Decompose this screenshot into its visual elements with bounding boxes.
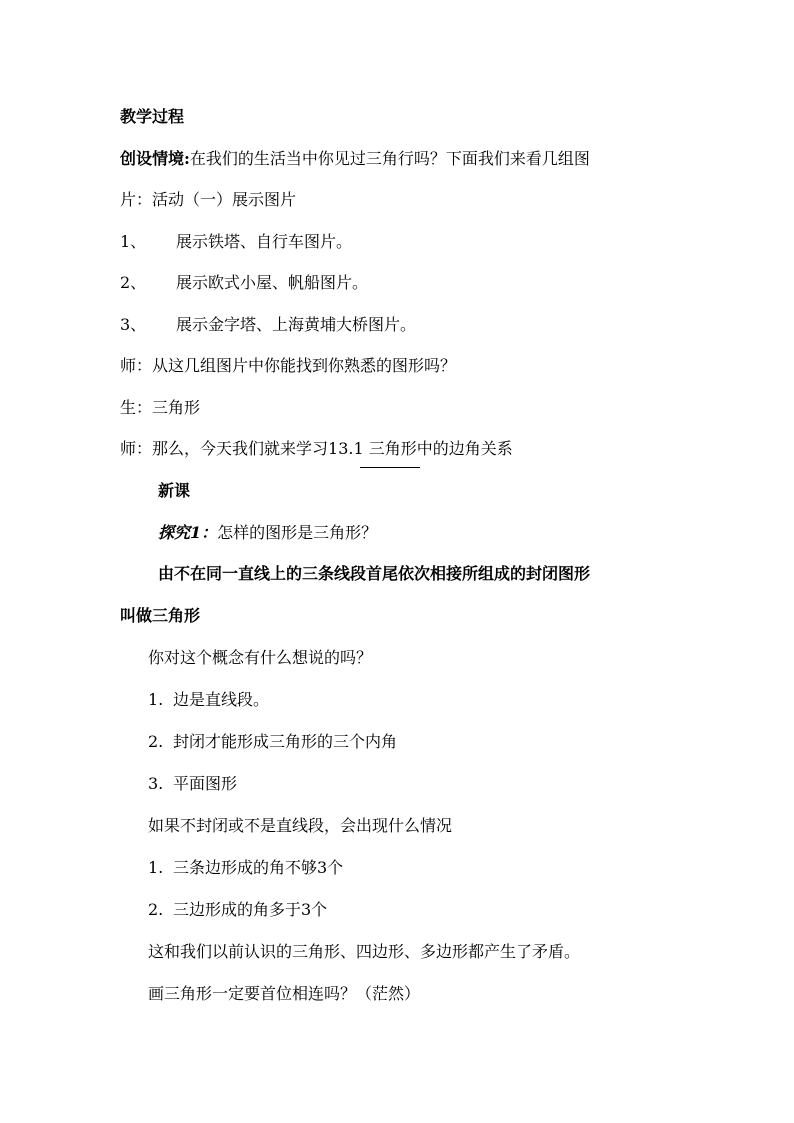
picture-text: 展示铁塔、自行车图片。 xyxy=(176,232,353,251)
underline-rule xyxy=(360,467,420,468)
point-text: 边是直线段。 xyxy=(173,690,270,709)
definition-line-1: 由不在同一直线上的三条线段首尾依次相接所组成的封闭图形 xyxy=(158,564,591,583)
case-num: 1. xyxy=(148,858,164,877)
definition-line-2: 叫做三角形 xyxy=(120,606,201,625)
picture-text: 展示欧式小屋、帆船图片。 xyxy=(176,273,369,292)
scenario-line-2: 片：活动（一）展示图片 xyxy=(120,190,297,209)
case-text: 三条边形成的角不够3个 xyxy=(173,858,344,877)
dialog-teacher-question: 师：从这几组图片中你能找到你熟悉的图形吗？ xyxy=(120,356,457,375)
picture-num: 1、 xyxy=(120,232,147,251)
scenario-label: 创设情境: xyxy=(120,149,190,168)
picture-num: 2、 xyxy=(120,273,147,292)
final-question: 画三角形一定要首位相连吗？（茫然） xyxy=(148,984,421,1003)
followup-question: 如果不封闭或不是直线段，会出现什么情况 xyxy=(148,816,453,835)
dialog-student-answer: 生：三角形 xyxy=(120,398,201,417)
scenario-text-1: 在我们的生活当中你见过三角行吗？下面我们来看几组图 xyxy=(189,149,590,168)
intro-section-number: 13.1 xyxy=(328,439,364,458)
section-title: 教学过程 xyxy=(120,107,185,126)
case-num: 2. xyxy=(148,900,164,919)
contradiction-text: 这和我们以前认识的三角形、四边形、多边形都产生了矛盾。 xyxy=(148,942,581,961)
picture-item-2 xyxy=(120,272,368,294)
point-num: 1. xyxy=(148,690,164,709)
intro-suffix: 三角形中的边角关系 xyxy=(363,439,513,458)
explore-text: 怎样的图形是三角形？ xyxy=(217,523,378,542)
picture-text: 展示金字塔、上海黄埔大桥图片。 xyxy=(176,315,417,334)
point-num: 2. xyxy=(148,732,164,751)
case-text: 三边形成的角多于3个 xyxy=(173,900,328,919)
point-text: 平面图形 xyxy=(173,774,238,793)
concept-question: 你对这个概念有什么想说的吗？ xyxy=(148,648,373,667)
picture-item-3 xyxy=(120,314,416,336)
picture-num: 3、 xyxy=(120,315,147,334)
explore-label: 探究1： xyxy=(158,523,218,542)
dialog-teacher-intro xyxy=(120,438,513,460)
scenario-line-1 xyxy=(120,148,590,170)
intro-prefix: 师：那么，今天我们就来学习 xyxy=(120,439,329,458)
point-text: 封闭才能形成三角形的三个内角 xyxy=(173,732,398,751)
point-item-1 xyxy=(148,689,269,711)
point-item-2 xyxy=(148,731,397,753)
new-lesson-heading: 新课 xyxy=(158,481,191,500)
case-item-1 xyxy=(148,857,343,879)
point-num: 3. xyxy=(148,774,164,793)
explore-line xyxy=(158,522,377,544)
case-item-2 xyxy=(148,899,327,921)
point-item-3 xyxy=(148,773,237,795)
picture-item-1 xyxy=(120,231,352,253)
